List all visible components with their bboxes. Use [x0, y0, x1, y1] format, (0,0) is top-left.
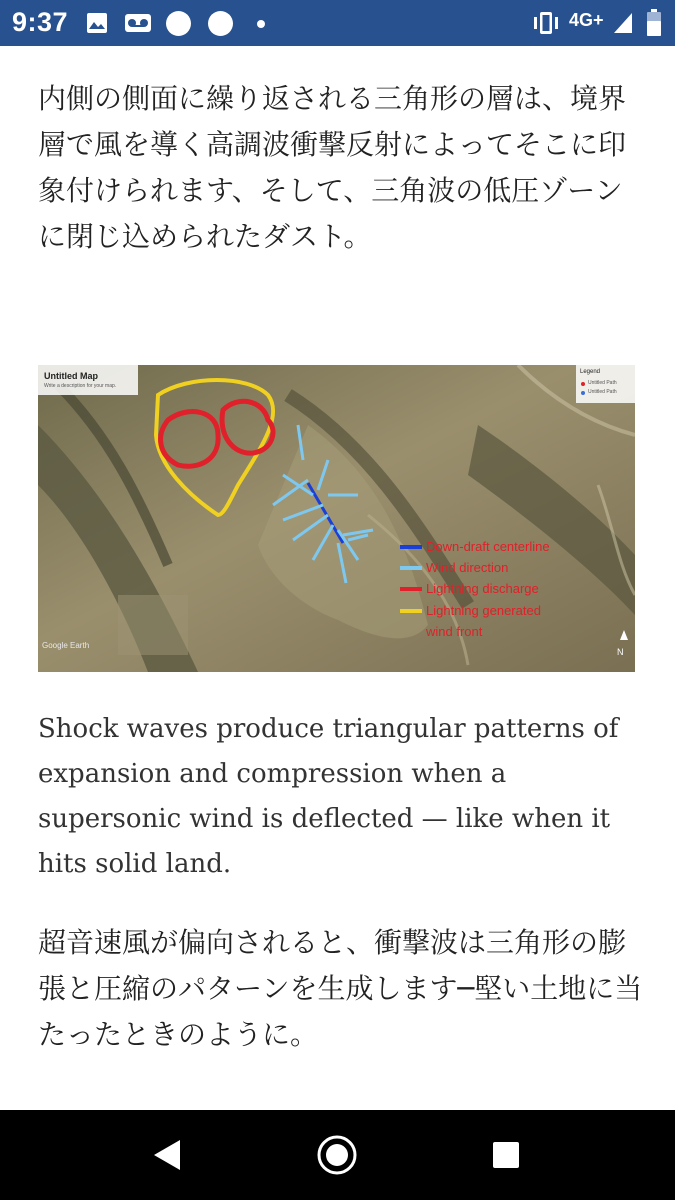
- status-time: 9:37: [12, 7, 69, 37]
- article-content: [0, 46, 675, 1110]
- annotation-lightning-wind-front: Lightning generated: [426, 603, 541, 618]
- voicemail-icon: [124, 13, 152, 33]
- annotation-down-draft: Down-draft centerline: [426, 539, 550, 554]
- google-earth-watermark: Google Earth: [42, 641, 90, 650]
- recents-icon[interactable]: [492, 1141, 520, 1169]
- signal-icon: [612, 11, 634, 35]
- circle-icon: [208, 11, 233, 36]
- map-subtitle: Write a description for your map.: [44, 383, 117, 389]
- status-bar: [0, 0, 675, 46]
- compass-north: N: [617, 647, 624, 657]
- back-icon[interactable]: [152, 1138, 182, 1172]
- annotation-wind-direction: Wind direction: [426, 560, 509, 575]
- jp-paragraph-2: 超音速風が偏向されると、衝撃波は三角形の膨張と圧縮のパターンを生成します─堅い土地に当たったときのように。: [38, 926, 643, 1051]
- navigation-bar: [0, 1110, 675, 1200]
- legend-item: Untitled Path: [588, 389, 617, 395]
- satellite-map-figure: [38, 365, 635, 672]
- legend-title: Legend: [580, 369, 601, 375]
- legend-item: Untitled Path: [588, 380, 617, 386]
- vibrate-icon: [531, 10, 561, 36]
- annotation-lightning-wind-front-2: wind front: [426, 624, 483, 639]
- home-icon[interactable]: [316, 1134, 358, 1176]
- network-type: 4G+: [569, 10, 604, 30]
- circle-icon: [166, 11, 191, 36]
- battery-icon: [646, 9, 662, 37]
- annotation-lightning-discharge: Lightning discharge: [426, 581, 539, 596]
- en-paragraph: Shock waves produce triangular patterns of expansion and compression when a supersonic wind is deflected — like when it hits solid land.: [38, 714, 619, 879]
- map-image: [38, 365, 635, 672]
- dot-icon: [257, 20, 265, 28]
- image-icon: [86, 12, 108, 34]
- map-title: Untitled Map: [44, 371, 98, 381]
- jp-paragraph-1: 内側の側面に繰り返される三角形の層は、境界層で風を導く高調波衝撃反射によってそこに印象付けられます、そして、三角波の低圧ゾーンに閉じ込められたダスト。: [38, 82, 627, 253]
